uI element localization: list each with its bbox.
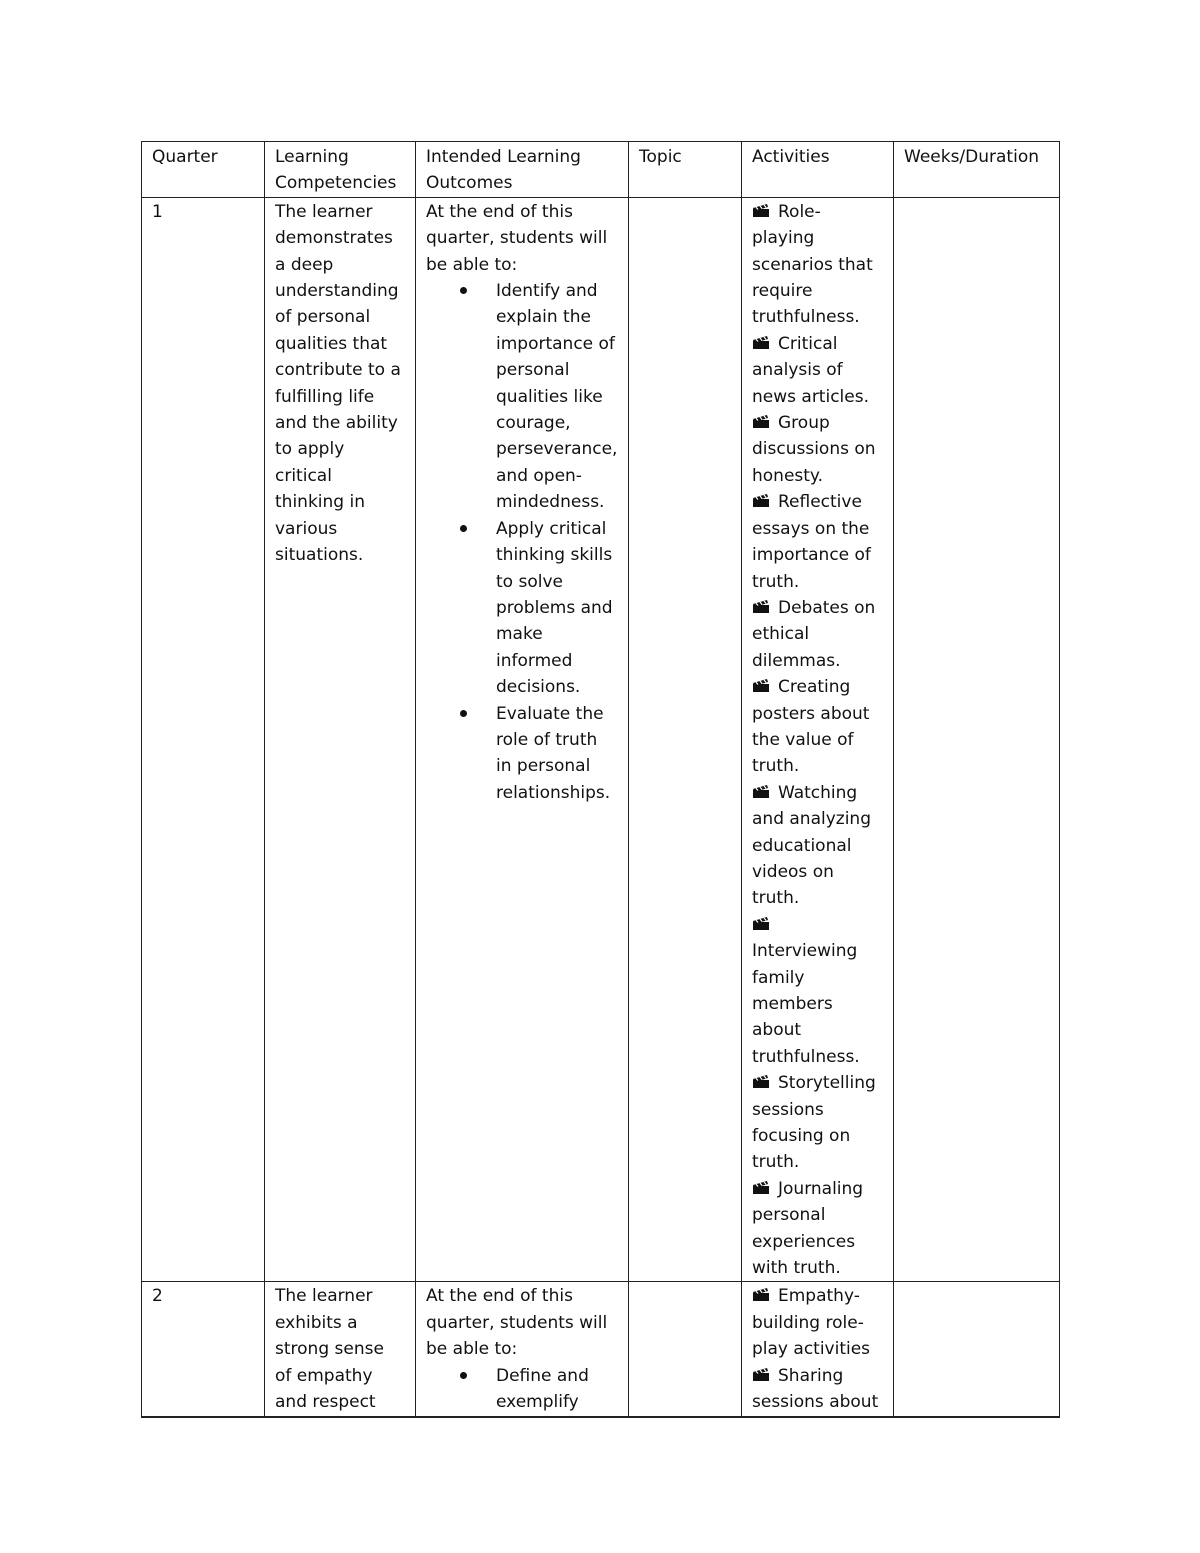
activity-text: Watching and analyzing educational videos on truth. [752,782,871,909]
table-row [142,197,1060,1282]
clapperboard-icon [752,1070,778,1096]
activity-item [752,410,883,489]
outcomes-intro: At the end of this quarter, students will be able to: [426,201,608,275]
header-intended-learning-outcomes: Intended Learning Outcomes [416,142,629,198]
activity-text: Journaling personal experiences with truth. [752,1178,864,1279]
competency-cell: The learner demonstrates a deep understanding of personal qualities that contribute to a fulfilling life and the ability to apply critical thinking in various situations. [265,197,416,1282]
activity-text: Interviewing family members about truthfulness. [752,941,860,1067]
activity-item [752,1176,883,1282]
outcomes-cell [416,197,629,1282]
clapperboard-icon [752,199,778,225]
topic-cell [629,1282,742,1417]
activity-item [752,331,883,410]
outcomes-list [426,1363,618,1416]
activity-text: Creating posters about the value of truth. [752,677,870,777]
activity-item [752,1363,883,1416]
activities-cell [742,1282,894,1417]
header-quarter: Quarter [142,142,265,198]
activity-text: Storytelling sessions focusing on truth. [752,1073,876,1173]
header-topic: Topic [629,142,742,198]
activity-text: Empathy-building role-play activities [752,1286,871,1360]
activity-item [752,199,883,331]
table-row [142,1282,1060,1417]
weeks-cell [894,1282,1060,1417]
outcomes-cell [416,1282,629,1417]
activity-text: Sharing sessions about [752,1365,879,1413]
clapperboard-icon [752,780,778,806]
activity-item [752,780,883,912]
clapperboard-icon [752,489,778,515]
outcome-item: Define and exemplify [496,1363,618,1416]
quarter-cell: 2 [142,1282,265,1417]
header-weeks-duration: Weeks/Duration [894,142,1060,198]
curriculum-table [141,141,1060,1418]
activity-item [752,489,883,595]
activity-item [752,1283,883,1362]
outcome-item: Identify and explain the importance of personal qualities like courage, perseverance, and open-mindedness. [496,278,618,516]
activity-text: Critical analysis of news articles. [752,333,869,407]
activity-item [752,912,883,1070]
clapperboard-icon [752,1283,778,1309]
activity-text: Reflective essays on the importance of truth. [752,492,871,592]
clapperboard-icon [752,912,778,938]
activity-text: Debates on ethical dilemmas. [752,597,876,671]
weeks-cell [894,197,1060,1282]
clapperboard-icon [752,1363,778,1389]
header-learning-competencies: Learning Competencies [265,142,416,198]
activity-item [752,674,883,780]
outcome-item: Apply critical thinking skills to solve problems and make informed decisions. [496,516,618,701]
outcome-item: Evaluate the role of truth in personal relationships. [496,701,618,807]
competency-cell: The learner exhibits a strong sense of empathy and respect [265,1282,416,1417]
outcomes-list [426,278,618,806]
clapperboard-icon [752,331,778,357]
topic-cell [629,197,742,1282]
activity-text: Group discussions on honesty. [752,413,876,486]
quarter-cell: 1 [142,197,265,1282]
outcomes-intro: At the end of this quarter, students will be able to: [426,1286,608,1360]
activity-item [752,595,883,674]
clapperboard-icon [752,1176,778,1202]
clapperboard-icon [752,410,778,436]
activity-text: Role-playing scenarios that require truthfulness. [752,201,873,328]
header-activities: Activities [742,142,894,198]
activity-item [752,1070,883,1176]
activities-cell [742,197,894,1282]
header-row [142,142,1060,198]
clapperboard-icon [752,674,778,700]
clapperboard-icon [752,595,778,621]
